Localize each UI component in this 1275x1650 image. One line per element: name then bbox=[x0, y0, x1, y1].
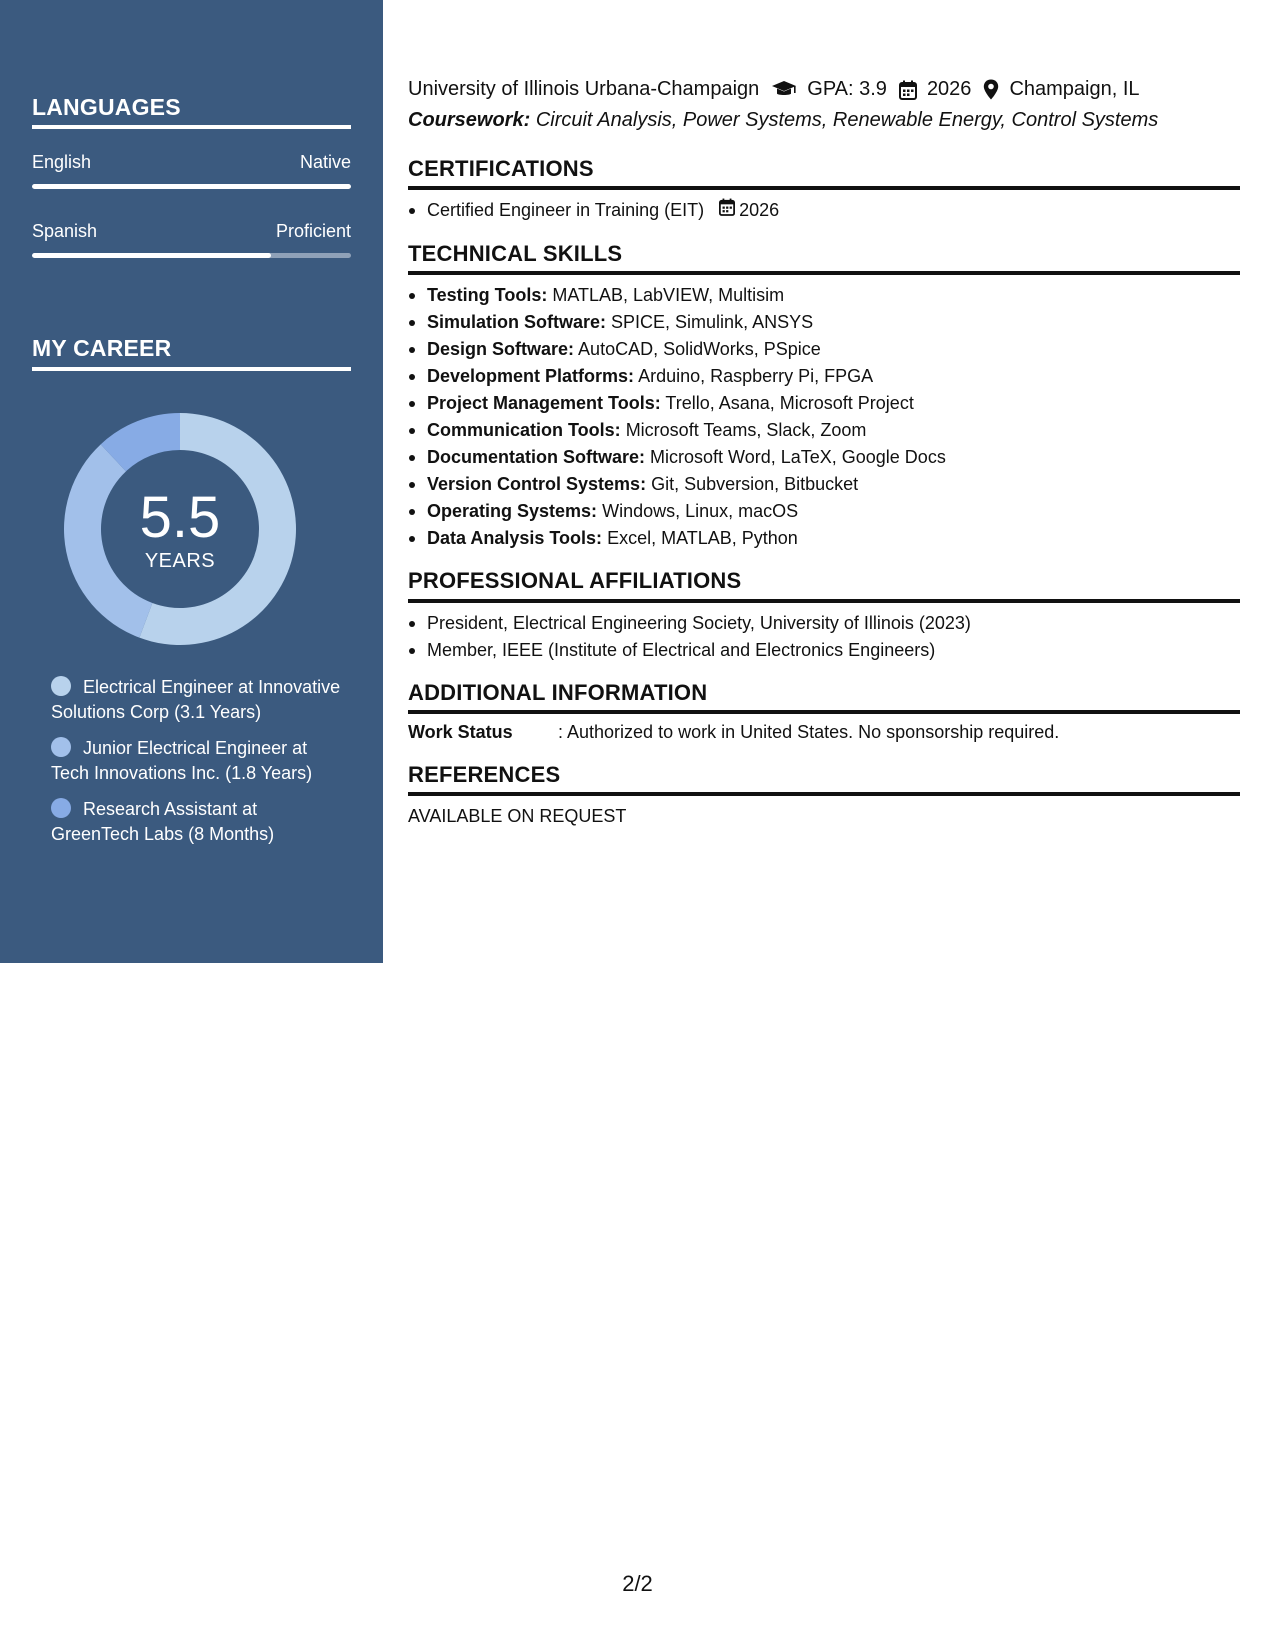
work-status-value: : Authorized to work in United States. No sponsorship required. bbox=[558, 722, 1060, 742]
coursework-list: Circuit Analysis, Power Systems, Renewable Energy, Control Systems bbox=[535, 109, 1159, 131]
career-item-text: Research Assistant at GreenTech Labs (8 Months) bbox=[51, 799, 275, 844]
skill-label: Version Control Systems: bbox=[427, 474, 647, 494]
donut-center-label bbox=[64, 413, 296, 645]
legend-dot-icon bbox=[51, 798, 71, 818]
languages-heading: LANGUAGES bbox=[32, 94, 181, 120]
career-item bbox=[51, 797, 341, 847]
certification-item bbox=[408, 197, 1240, 224]
language-level: Proficient bbox=[275, 221, 351, 241]
skill-label: Communication Tools: bbox=[427, 420, 621, 440]
languages-divider bbox=[32, 125, 351, 129]
skill-label: Operating Systems: bbox=[427, 501, 598, 521]
career-divider bbox=[32, 367, 351, 371]
career-heading: MY CAREER bbox=[32, 335, 172, 361]
skill-label: Development Platforms: bbox=[427, 366, 635, 386]
skill-value: Microsoft Word, LaTeX, Google Docs bbox=[650, 447, 946, 467]
page-number: 2/2 bbox=[622, 1571, 653, 1596]
skill-item bbox=[408, 309, 1240, 336]
skill-item bbox=[408, 471, 1240, 498]
language-bar-fill bbox=[32, 184, 351, 189]
skill-value: Git, Subversion, Bitbucket bbox=[651, 474, 859, 494]
graduation-cap-icon bbox=[771, 80, 797, 100]
career-item-text: Junior Electrical Engineer at Tech Innovations Inc. (1.8 Years) bbox=[51, 738, 313, 783]
skill-item bbox=[408, 363, 1240, 390]
skill-item bbox=[408, 525, 1240, 552]
career-donut-chart bbox=[64, 413, 296, 645]
language-name: Spanish bbox=[32, 221, 98, 241]
certifications-list bbox=[408, 197, 1240, 224]
language-bar-fill bbox=[32, 253, 271, 258]
technical-skills-list bbox=[408, 282, 1240, 552]
skill-label: Documentation Software: bbox=[427, 447, 646, 467]
language-row-english bbox=[32, 152, 351, 173]
skill-value: Microsoft Teams, Slack, Zoom bbox=[625, 420, 867, 440]
skill-value: SPICE, Simulink, ANSYS bbox=[611, 312, 814, 332]
certification-name: Certified Engineer in Training (EIT) bbox=[427, 200, 705, 220]
school-name: University of Illinois Urbana-Champaign bbox=[408, 78, 760, 100]
work-status-label: Work Status bbox=[408, 722, 513, 742]
career-item bbox=[51, 736, 341, 786]
skill-item bbox=[408, 390, 1240, 417]
skill-label: Simulation Software: bbox=[427, 312, 607, 332]
education-line bbox=[408, 78, 1140, 101]
career-legend bbox=[51, 675, 341, 858]
affiliations-divider bbox=[408, 599, 1240, 603]
technical-skills-title: TECHNICAL SKILLS bbox=[408, 241, 623, 266]
calendar-icon bbox=[719, 197, 739, 224]
skill-value: Windows, Linux, macOS bbox=[602, 501, 799, 521]
language-bar-spanish bbox=[32, 253, 351, 258]
skill-item bbox=[408, 336, 1240, 363]
skill-label: Project Management Tools: bbox=[427, 393, 661, 413]
language-bar-english bbox=[32, 184, 351, 189]
skill-value: Trello, Asana, Microsoft Project bbox=[665, 393, 914, 413]
skill-label: Design Software: bbox=[427, 339, 575, 359]
affiliation-item: President, Electrical Engineering Society, University of Illinois (2023) bbox=[408, 610, 1240, 637]
technical-skills-divider bbox=[408, 271, 1240, 275]
skill-item bbox=[408, 282, 1240, 309]
coursework-line bbox=[408, 109, 1158, 132]
additional-info-divider bbox=[408, 710, 1240, 714]
skill-value: Arduino, Raspberry Pi, FPGA bbox=[638, 366, 874, 386]
career-years-value: 5.5 bbox=[139, 484, 221, 550]
affiliations-list bbox=[408, 610, 1240, 664]
map-pin-icon bbox=[983, 79, 999, 100]
gpa-text: GPA: 3.9 bbox=[807, 78, 887, 100]
skill-label: Data Analysis Tools: bbox=[427, 528, 603, 548]
legend-dot-icon bbox=[51, 737, 71, 757]
certifications-title: CERTIFICATIONS bbox=[408, 156, 594, 181]
language-level: Native bbox=[299, 152, 351, 172]
certification-date bbox=[719, 197, 779, 224]
legend-dot-icon bbox=[51, 676, 71, 696]
references-text: AVAILABLE ON REQUEST bbox=[408, 806, 627, 826]
certifications-divider bbox=[408, 186, 1240, 190]
affiliations-title: PROFESSIONAL AFFILIATIONS bbox=[408, 568, 742, 593]
skill-item bbox=[408, 498, 1240, 525]
language-name: English bbox=[32, 152, 92, 172]
skill-item bbox=[408, 444, 1240, 471]
graduation-year: 2026 bbox=[926, 78, 972, 100]
career-item bbox=[51, 675, 341, 725]
location-text: Champaign, IL bbox=[1009, 78, 1140, 100]
skill-item bbox=[408, 417, 1240, 444]
references-title: REFERENCES bbox=[408, 762, 561, 787]
skill-value: MATLAB, LabVIEW, Multisim bbox=[552, 285, 785, 305]
career-item-text: Electrical Engineer at Innovative Solutions Corp (3.1 Years) bbox=[51, 677, 341, 722]
skill-value: AutoCAD, SolidWorks, PSpice bbox=[578, 339, 821, 359]
calendar-icon bbox=[899, 80, 917, 100]
additional-info-title: ADDITIONAL INFORMATION bbox=[408, 680, 708, 705]
career-years-unit: YEARS bbox=[144, 549, 216, 572]
references-divider bbox=[408, 792, 1240, 796]
skill-value: Excel, MATLAB, Python bbox=[607, 528, 798, 548]
certification-year: 2026 bbox=[739, 200, 780, 220]
affiliation-item: Member, IEEE (Institute of Electrical and Electronics Engineers) bbox=[408, 637, 1240, 664]
language-row-spanish bbox=[32, 221, 351, 242]
skill-label: Testing Tools: bbox=[427, 285, 548, 305]
sidebar bbox=[0, 0, 383, 963]
work-status-row bbox=[408, 722, 1059, 743]
coursework-label: Coursework: bbox=[408, 109, 531, 131]
